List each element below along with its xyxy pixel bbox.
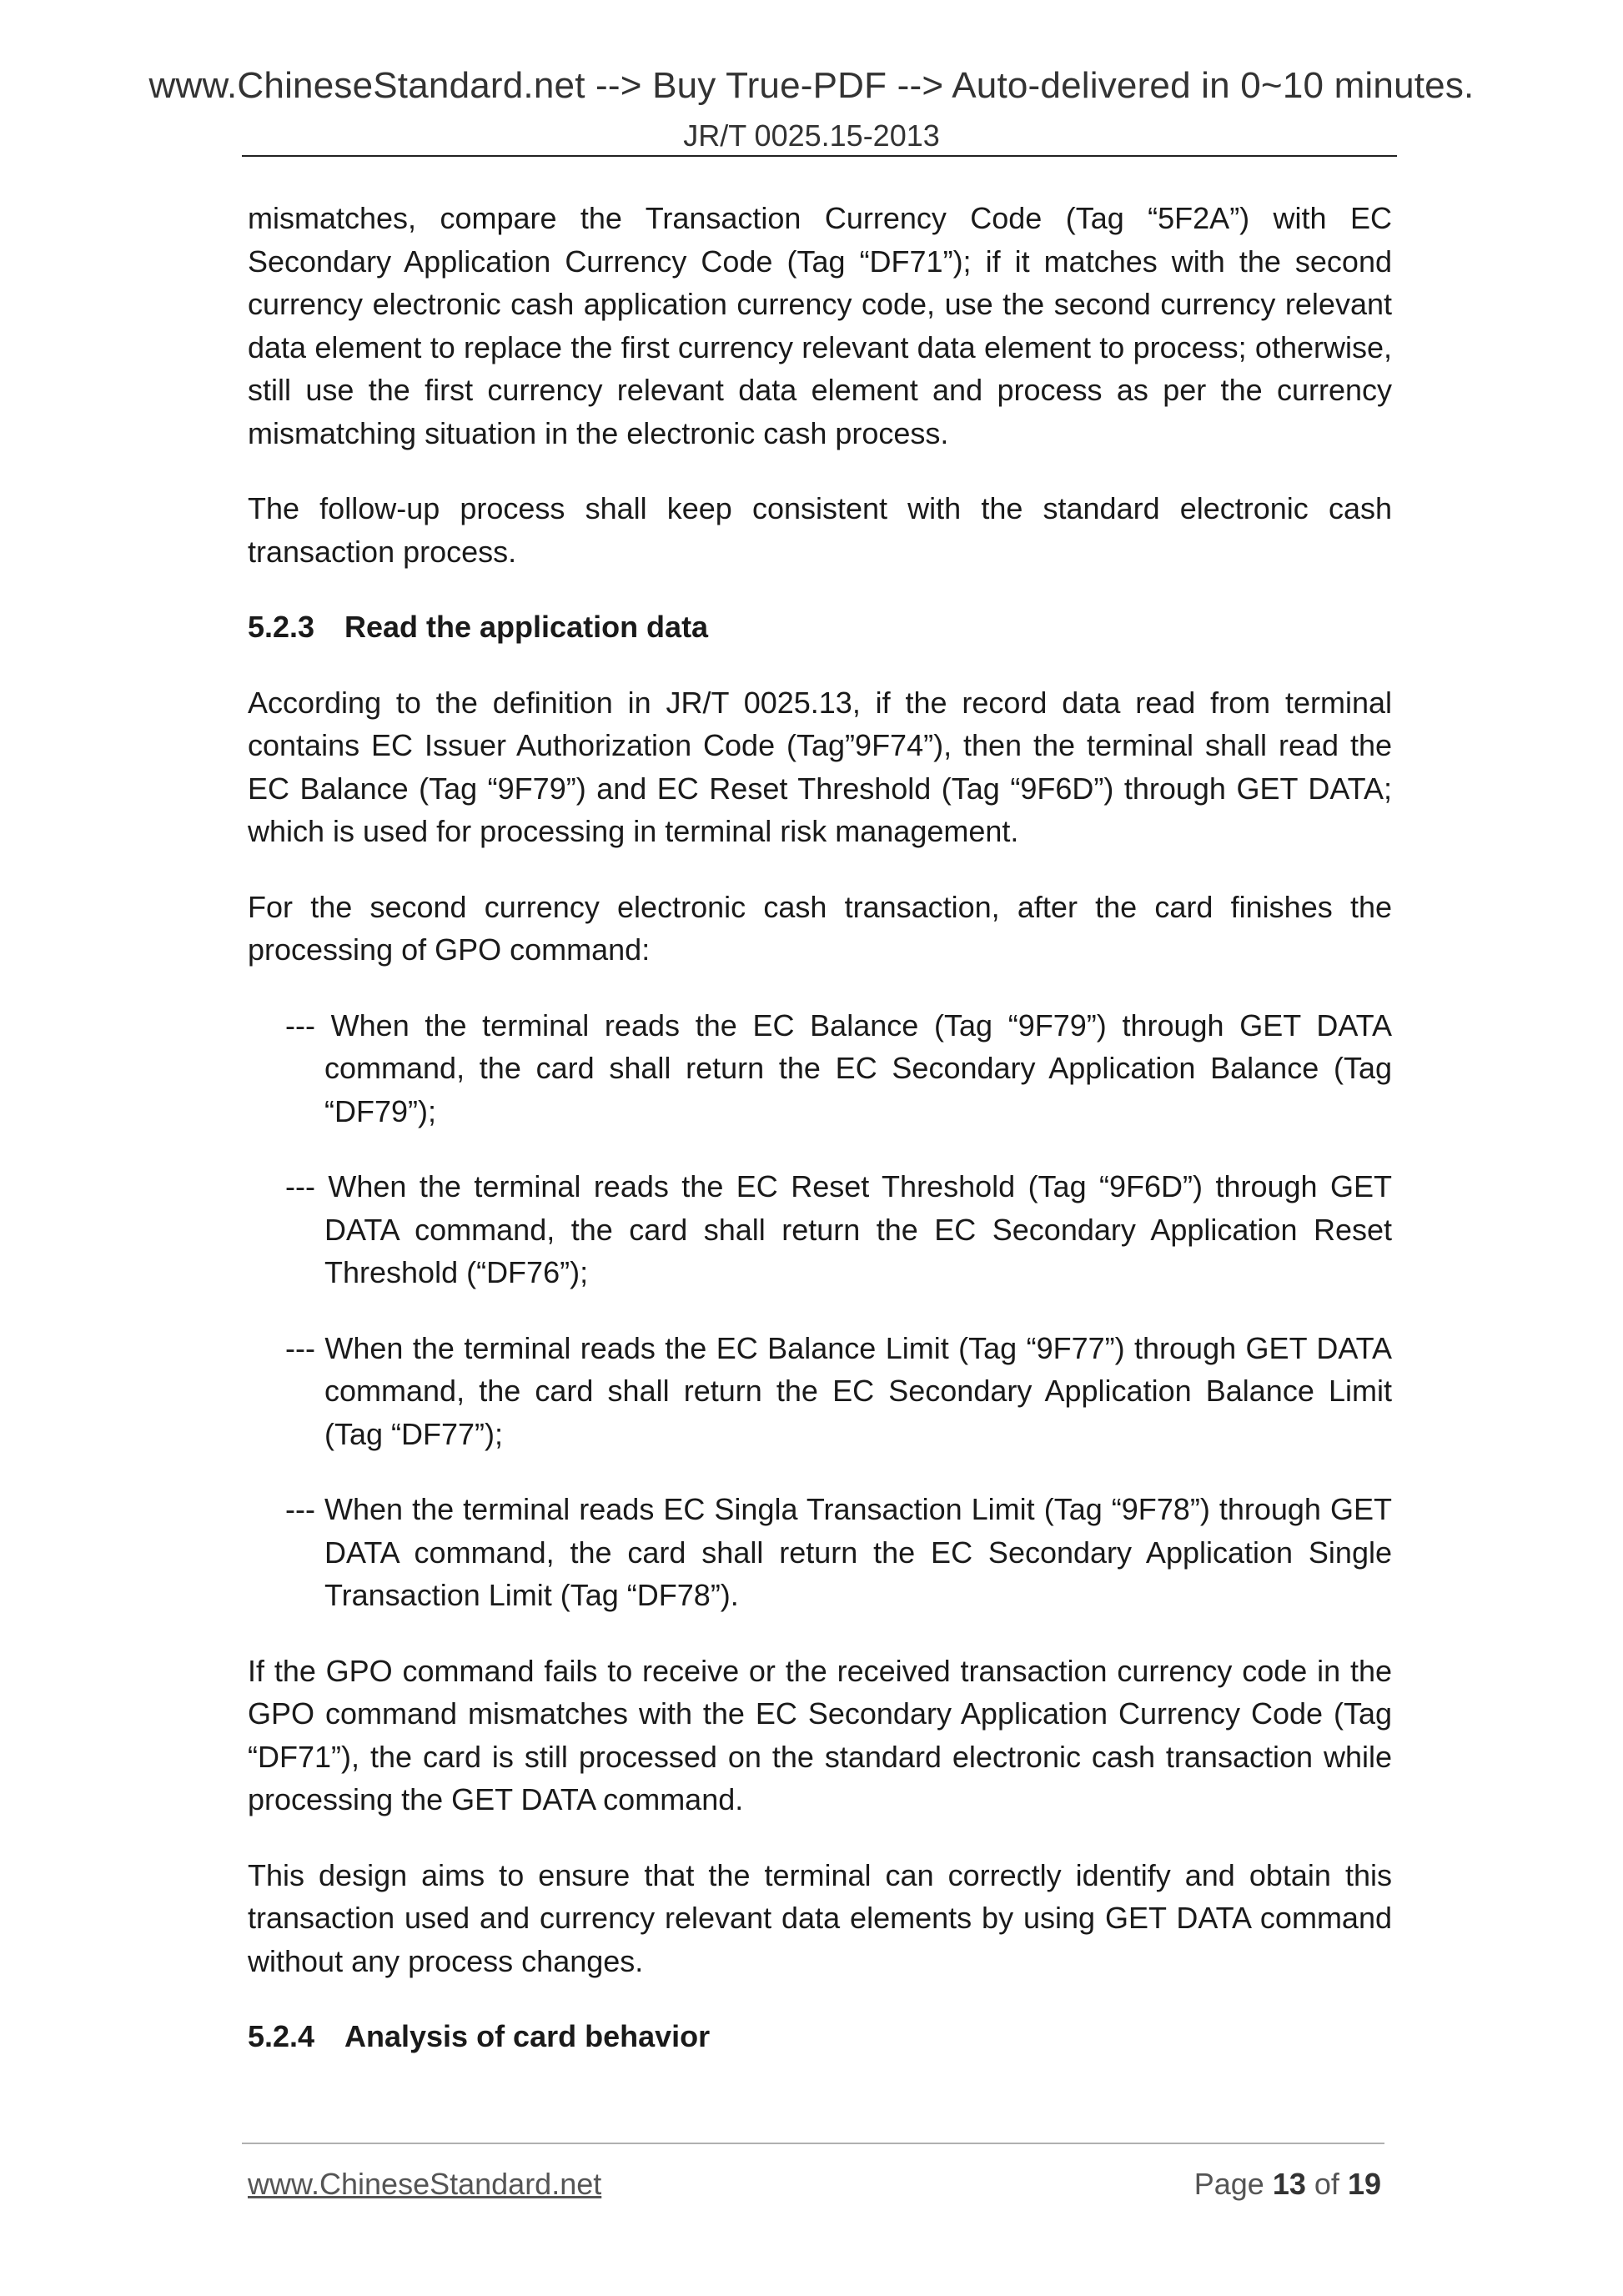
header-divider <box>242 155 1397 157</box>
section-title: Read the application data <box>344 610 709 644</box>
document-body <box>248 197 1392 2091</box>
header-banner: www.ChineseStandard.net --> Buy True-PDF --> Auto-delivered in 0~10 minutes. <box>148 65 1475 106</box>
page-of: of <box>1314 2167 1339 2201</box>
paragraph: The follow-up process shall keep consistent with the standard electronic cash transaction process. <box>248 491 1392 569</box>
paragraph: According to the definition in JR/T 0025.13, if the record data read from terminal contains EC Issuer Authorization Code (Tag”9F74”), then the terminal shall read the EC Balance (Tag “9F79”) and EC Reset Threshold (Tag “9F6D”) through GET DATA; which is used for processing in terminal risk management. <box>248 685 1392 848</box>
section-number: 5.2.3 <box>248 610 315 644</box>
list-item: --- When the terminal reads the EC Reset Threshold (Tag “9F6D”) through GET DATA command, the card shall return the EC Secondary Application Reset Threshold (“DF76”); <box>285 1169 1392 1289</box>
page-number <box>1194 2167 1381 2202</box>
section-title: Analysis of card behavior <box>344 2019 711 2053</box>
list-item: --- When the terminal reads EC Singla Transaction Limit (Tag “9F78”) through GET DATA command, the card shall return the EC Secondary Application Single Transaction Limit (Tag “DF78”). <box>285 1492 1392 1612</box>
page-word: Page <box>1193 2167 1264 2201</box>
standard-code: JR/T 0025.15-2013 <box>683 118 940 153</box>
paragraph: This design aims to ensure that the terminal can correctly identify and obtain this transaction used and currency relevant data elements by using GET DATA command without any process changes. <box>248 1857 1392 1978</box>
paragraph: If the GPO command fails to receive or the received transaction currency code in the GPO command mismatches with the EC Secondary Application Currency Code (Tag “DF71”), the card is still processed on the standard electronic cash transaction while processing the GET DATA command. <box>248 1653 1392 1816</box>
list-item: --- When the terminal reads the EC Balance (Tag “9F79”) through GET DATA command, the card shall return the EC Secondary Application Balance (Tag “DF79”); <box>285 1007 1392 1128</box>
paragraph: For the second currency electronic cash transaction, after the card finishes the processing of GPO command: <box>248 889 1392 967</box>
paragraph: mismatches, compare the Transaction Currency Code (Tag “5F2A”) with EC Secondary Application Currency Code (Tag “DF71”); if it matches with the second currency electronic cash application currency code, use the second currency relevant data element to replace the first currency relevant data element to process; otherwise, still use the first currency relevant data element and process as per the currency mismatching situation in the electronic cash process. <box>248 201 1392 450</box>
section-heading <box>248 605 1392 649</box>
section-heading <box>248 2015 1392 2058</box>
page-total: 19 <box>1347 2167 1381 2201</box>
list-item: --- When the terminal reads the EC Balance Limit (Tag “9F77”) through GET DATA command, the card shall return the EC Secondary Application Balance Limit (Tag “DF77”); <box>285 1330 1392 1451</box>
section-number: 5.2.4 <box>248 2019 315 2053</box>
footer-divider <box>242 2143 1384 2144</box>
page-current: 13 <box>1272 2167 1306 2201</box>
footer-site-link[interactable]: www.ChineseStandard.net <box>248 2167 602 2201</box>
